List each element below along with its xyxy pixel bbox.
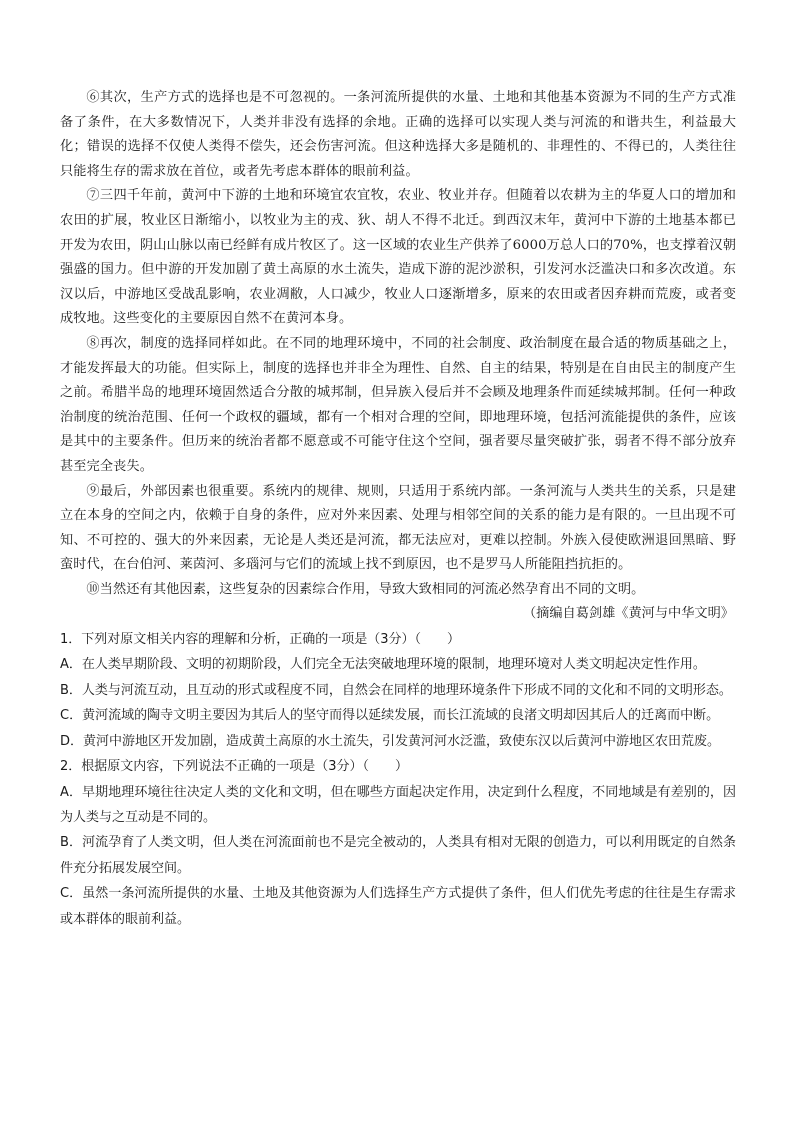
option-d: D．黄河中游地区开发加剧，造成黄土高原的水土流失，引发黄河河水泛滥，致使东汉以后黄河中游地区农田荒废。: [60, 733, 721, 749]
document-page: [60, 86, 736, 932]
option-a: A．在人类早期阶段、文明的初期阶段，人们完全无法突破地理环境的限制，地理环境对人类文明起决定性作用。: [60, 657, 706, 673]
passage-paragraph-8: ⑧再次，制度的选择同样如此。在不同的地理环境中，不同的社会制度、政治制度在最合适的物质基础之上，才能发挥最大的功能。但实际上，制度的选择也并非全为理性、自然、自主的结果，特别是在自由民主的制度产生之前。希腊半岛的地理环境固然适合分散的城邦制，但异族入侵后并不会顾及地理条件而延续城邦制。任何一种政治制度的统治范围、任何一个政权的疆域，都有一个相对合理的空间，即地理环境，包括河流能提供的条件，应该是其中的主要条件。但历来的统治者都不愿意或不可能守住这个空间，强者要尽量突破扩张，弱者不得不部分放弃甚至完全丧失。: [60, 335, 736, 474]
passage-paragraph-9: ⑨最后，外部因素也很重要。系统内的规律、规则，只适用于系统内部。一条河流与人类共生的关系，只是建立在本身的空间之内，依赖于自身的条件，应对外来因素、处理与相邻空间的关系的能力是有限的。一旦出现不可知、不可控的、强大的外来因素，无论是人类还是河流，都无法应对，更难以控制。外族入侵使欧洲退回黑暗、野蛮时代，在台伯河、莱茵河、多瑙河与它们的流域上找不到原因，也不是罗马人所能阻挡抗拒的。: [60, 483, 736, 573]
option-a: A．早期地理环境往往决定人类的文化和文明，但在哪些方面起决定作用，决定到什么程度，不同地域是有差别的，因为人类与之互动是不同的。: [60, 784, 736, 825]
option-c: C．黄河流域的陶寺文明主要因为其后人的坚守而得以延续发展，而长江流域的良渚文明却因其后人的迁离而中断。: [60, 708, 720, 724]
question-stem: 1．下列对原文相关内容的理解和分析，正确的一项是（3分）（ ）: [60, 632, 461, 648]
passage-source: （摘编自葛剑雄《黄河与中华文明》: [523, 606, 734, 622]
option-c: C．虽然一条河流所提供的水量、土地及其他资源为人们选择生产方式提供了条件，但人们优先考虑的往往是生存需求或本群体的眼前利益。: [60, 886, 736, 927]
passage-paragraph-10: ⑩当然还有其他因素，这些复杂的因素综合作用，导致大致相同的河流必然孕育出不同的文明。: [86, 581, 645, 597]
passage-paragraph-6: ⑥其次，生产方式的选择也是不可忽视的。一条河流所提供的水量、土地和其他基本资源为不同的生产方式准备了条件，在大多数情况下，人类并非没有选择的余地。正确的选择可以实现人类与河流的和谐共生，利益最大化；错误的选择不仅使人类得不偿失，还会伤害河流。但这种选择大多是随机的、非理性的、不得已的，人类往往只能将生存的需求放在首位，或者先考虑本群体的眼前利益。: [60, 90, 736, 179]
question-2: [60, 754, 736, 932]
option-b: B．人类与河流互动，且互动的形式或程度不同，自然会在同样的地理环境条件下形成不同的文化和不同的文明形态。: [60, 682, 732, 698]
passage-paragraph-7: ⑦三四千年前，黄河中下游的土地和环境宜农宜牧，农业、牧业并存。但随着以农耕为主的华夏人口的增加和农田的扩展，牧业区日渐缩小，以牧业为主的戎、狄、胡人不得不北迁。到西汉末年，黄河中下游的土地基本都已开发为农田，阴山山脉以南已经鲜有成片牧区了。这一区域的农业生产供养了6000万总人口的70%，也支撑着汉朝强盛的国力。但中游的开发加剧了黄土高原的水土流失，造成下游的泥沙淤积，引发河水泛滥决口和多次改道。东汉以后，中游地区受战乱影响，农业凋敝，人口减少，牧业人口逐渐增多，原来的农田或者因弃耕而荒废，或者变成牧地。这些变化的主要原因自然不在黄河本身。: [60, 188, 736, 327]
question-1: [60, 627, 736, 754]
option-b: B．河流孕育了人类文明，但人类在河流面前也不是完全被动的，人类具有相对无限的创造力，可以利用既定的自然条件充分拓展发展空间。: [60, 835, 736, 876]
question-stem: 2．根据原文内容，下列说法不正确的一项是（3分）（ ）: [60, 759, 409, 775]
